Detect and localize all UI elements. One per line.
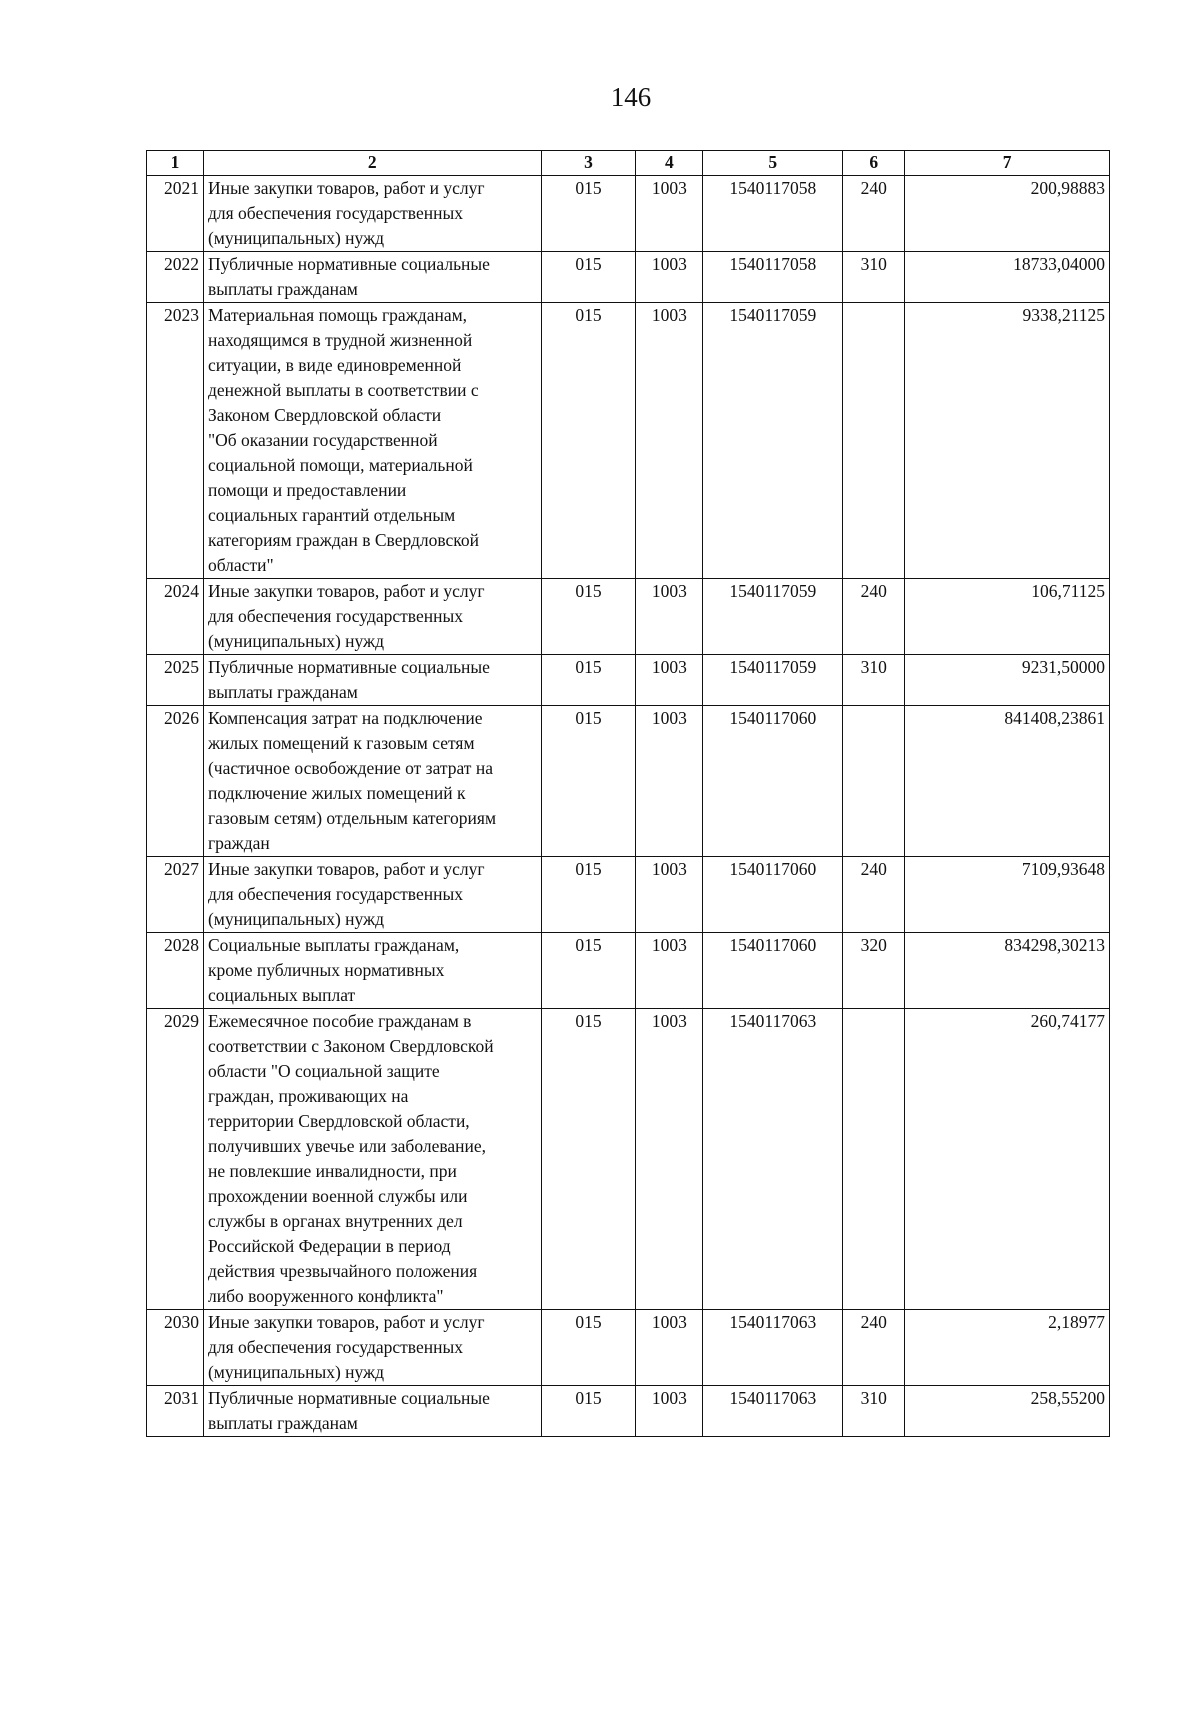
table-row xyxy=(147,303,1110,579)
row-amount: 9231,50000 xyxy=(905,655,1110,706)
row-description: Иные закупки товаров, работ и услуг для обеспечения государственных (муниципальных) нужд xyxy=(203,176,541,252)
row-amount: 200,98883 xyxy=(905,176,1110,252)
code-target: 1540117063 xyxy=(703,1386,843,1437)
table-row xyxy=(147,655,1110,706)
row-description: Иные закупки товаров, работ и услуг для обеспечения государственных (муниципальных) нужд xyxy=(203,1310,541,1386)
table-row xyxy=(147,252,1110,303)
code-expense-type: 240 xyxy=(843,1310,905,1386)
row-amount: 106,71125 xyxy=(905,579,1110,655)
code-section: 1003 xyxy=(636,303,703,579)
code-ministry: 015 xyxy=(541,933,636,1009)
column-header: 1 xyxy=(147,151,204,176)
row-description: Материальная помощь гражданам, находящимся в трудной жизненной ситуации, в виде единовременной денежной выплаты в соответствии с Законом Свердловской области "Об оказании государственной социальной помощи, материальной помощи и предоставлении социальных гарантий отдельным категориям граждан в Свердловской области" xyxy=(203,303,541,579)
row-amount: 841408,23861 xyxy=(905,706,1110,857)
code-ministry: 015 xyxy=(541,1009,636,1310)
code-section: 1003 xyxy=(636,1009,703,1310)
row-number: 2030 xyxy=(147,1310,204,1386)
table-row xyxy=(147,1009,1110,1310)
row-number: 2025 xyxy=(147,655,204,706)
code-section: 1003 xyxy=(636,176,703,252)
code-section: 1003 xyxy=(636,933,703,1009)
code-expense-type: 240 xyxy=(843,579,905,655)
code-ministry: 015 xyxy=(541,303,636,579)
table-row xyxy=(147,1310,1110,1386)
row-description: Публичные нормативные социальные выплаты гражданам xyxy=(203,655,541,706)
code-ministry: 015 xyxy=(541,1386,636,1437)
row-amount: 9338,21125 xyxy=(905,303,1110,579)
row-amount: 7109,93648 xyxy=(905,857,1110,933)
code-expense-type xyxy=(843,706,905,857)
column-header: 6 xyxy=(843,151,905,176)
code-target: 1540117063 xyxy=(703,1310,843,1386)
code-ministry: 015 xyxy=(541,176,636,252)
code-expense-type: 310 xyxy=(843,1386,905,1437)
row-description: Социальные выплаты гражданам, кроме публичных нормативных социальных выплат xyxy=(203,933,541,1009)
row-number: 2027 xyxy=(147,857,204,933)
code-target: 1540117063 xyxy=(703,1009,843,1310)
row-number: 2031 xyxy=(147,1386,204,1437)
code-section: 1003 xyxy=(636,1386,703,1437)
code-section: 1003 xyxy=(636,1310,703,1386)
row-number: 2021 xyxy=(147,176,204,252)
code-target: 1540117060 xyxy=(703,706,843,857)
budget-table xyxy=(146,150,1110,1437)
row-number: 2026 xyxy=(147,706,204,857)
column-header: 7 xyxy=(905,151,1110,176)
code-target: 1540117060 xyxy=(703,857,843,933)
column-header: 5 xyxy=(703,151,843,176)
row-amount: 2,18977 xyxy=(905,1310,1110,1386)
column-header: 4 xyxy=(636,151,703,176)
code-target: 1540117060 xyxy=(703,933,843,1009)
code-ministry: 015 xyxy=(541,655,636,706)
code-section: 1003 xyxy=(636,655,703,706)
row-description: Ежемесячное пособие гражданам в соответствии с Законом Свердловской области "О социальной защите граждан, проживающих на территории Свердловской области, получивших увечье или заболевание, не повлекшие инвалидности, при прохождении военной службы или службы в органах внутренних дел Российской Федерации в период действия чрезвычайного положения либо вооруженного конфликта" xyxy=(203,1009,541,1310)
row-amount: 258,55200 xyxy=(905,1386,1110,1437)
row-amount: 18733,04000 xyxy=(905,252,1110,303)
table-row xyxy=(147,933,1110,1009)
table-row xyxy=(147,579,1110,655)
header-row xyxy=(147,151,1110,176)
code-ministry: 015 xyxy=(541,579,636,655)
code-expense-type xyxy=(843,1009,905,1310)
row-amount: 260,74177 xyxy=(905,1009,1110,1310)
row-number: 2029 xyxy=(147,1009,204,1310)
code-target: 1540117059 xyxy=(703,655,843,706)
column-header: 3 xyxy=(541,151,636,176)
row-number: 2024 xyxy=(147,579,204,655)
row-amount: 834298,30213 xyxy=(905,933,1110,1009)
code-target: 1540117059 xyxy=(703,303,843,579)
code-expense-type: 310 xyxy=(843,655,905,706)
code-ministry: 015 xyxy=(541,706,636,857)
row-description: Иные закупки товаров, работ и услуг для обеспечения государственных (муниципальных) нужд xyxy=(203,579,541,655)
page-number: 146 xyxy=(610,82,652,112)
row-number: 2022 xyxy=(147,252,204,303)
table-row xyxy=(147,176,1110,252)
code-section: 1003 xyxy=(636,252,703,303)
code-expense-type: 320 xyxy=(843,933,905,1009)
code-target: 1540117058 xyxy=(703,252,843,303)
column-header: 2 xyxy=(203,151,541,176)
row-description: Публичные нормативные социальные выплаты гражданам xyxy=(203,1386,541,1437)
code-section: 1003 xyxy=(636,857,703,933)
code-expense-type: 240 xyxy=(843,176,905,252)
table-row xyxy=(147,1386,1110,1437)
code-ministry: 015 xyxy=(541,857,636,933)
table-row xyxy=(147,857,1110,933)
code-expense-type xyxy=(843,303,905,579)
code-target: 1540117058 xyxy=(703,176,843,252)
code-ministry: 015 xyxy=(541,1310,636,1386)
row-description: Иные закупки товаров, работ и услуг для обеспечения государственных (муниципальных) нужд xyxy=(203,857,541,933)
code-expense-type: 240 xyxy=(843,857,905,933)
code-expense-type: 310 xyxy=(843,252,905,303)
row-number: 2023 xyxy=(147,303,204,579)
code-section: 1003 xyxy=(636,706,703,857)
code-target: 1540117059 xyxy=(703,579,843,655)
row-number: 2028 xyxy=(147,933,204,1009)
table-row xyxy=(147,706,1110,857)
row-description: Компенсация затрат на подключение жилых помещений к газовым сетям (частичное освобождение от затрат на подключение жилых помещений к газовым сетям) отдельным категориям граждан xyxy=(203,706,541,857)
row-description: Публичные нормативные социальные выплаты гражданам xyxy=(203,252,541,303)
code-ministry: 015 xyxy=(541,252,636,303)
code-section: 1003 xyxy=(636,579,703,655)
